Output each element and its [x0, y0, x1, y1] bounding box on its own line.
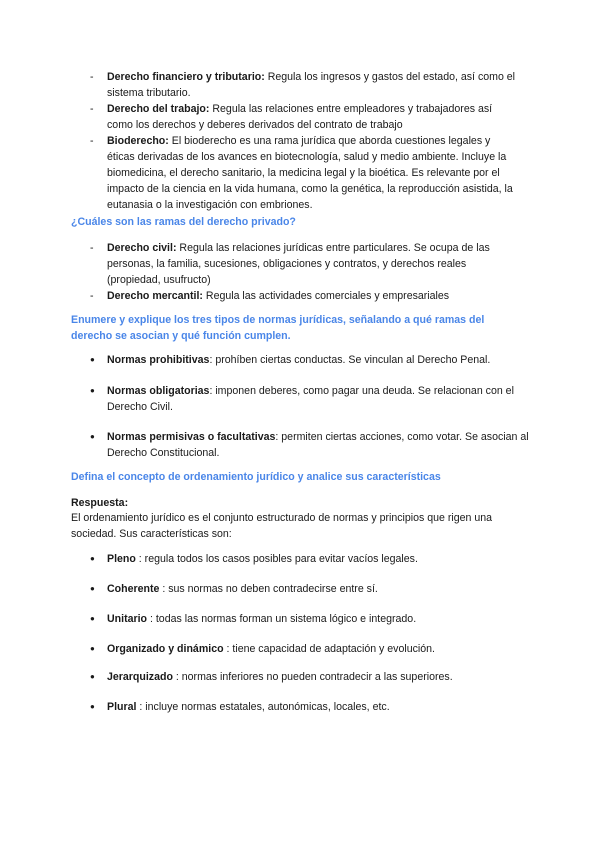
list-item: - Derecho del trabajo: Regula las relaciones entre empleadores y trabajadores así como los derechos y deberes derivados del contrato de trabajo: [90, 101, 520, 133]
list-item: ● Pleno : regula todos los casos posibles para evitar vacíos legales.: [90, 551, 547, 567]
answer-label: Respuesta:: [71, 497, 129, 509]
question-legal-order-heading: Defina el concepto de ordenamiento jurídico y analice sus características: [71, 471, 441, 483]
list-item: ● Coherente : sus normas no deben contradecirse entre sí.: [90, 581, 547, 597]
public-law-branches-list: [90, 69, 520, 213]
list-item: - Bioderecho: El bioderecho es una rama jurídica que aborda cuestiones legales y éticas derivadas de los avances en biotecnología, salud y medio ambiente. Incluye la biomedicina, el derecho sanitario, la medicina legal y la bioética. Es relevante por el impacto de la ciencia en la vida humana, como la genética, la reproducción asistida, la eutanasia o la investigación con embriones.: [90, 133, 520, 213]
private-law-branches-list: [90, 240, 520, 304]
list-item: - Derecho mercantil: Regula las actividades comerciales y empresariales: [90, 288, 520, 304]
answer-text: El ordenamiento jurídico es el conjunto estructurado de normas y principios que rigen una sociedad. Sus características son:: [71, 512, 493, 540]
list-item: ● Normas obligatorias: imponen deberes, como pagar una deuda. Se relacionan con el Derecho Civil.: [90, 383, 547, 415]
list-item: ● Jerarquizado : normas inferiores no pueden contradecir a las superiores.: [90, 669, 547, 685]
list-item: ● Unitario : todas las normas forman un sistema lógico e integrado.: [90, 611, 547, 627]
list-item: - Derecho civil: Regula las relaciones jurídicas entre particulares. Se ocupa de las personas, la familia, sucesiones, obligaciones y contratos, y derechos reales (propiedad, usufructo): [90, 240, 520, 288]
list-item: - Derecho financiero y tributario: Regula los ingresos y gastos del estado, así como el sistema tributario.: [90, 69, 520, 101]
list-item: ● Normas prohibitivas: prohíben ciertas conductas. Se vinculan al Derecho Penal.: [90, 352, 547, 368]
list-item: ● Organizado y dinámico : tiene capacidad de adaptación y evolución.: [90, 641, 547, 657]
list-item: ● Normas permisivas o facultativas: permiten ciertas acciones, como votar. Se asocian al Derecho Constitucional.: [90, 429, 547, 461]
question-norm-types-heading: Enumere y explique los tres tipos de normas jurídicas, señalando a qué ramas del derecho se asocian y qué función cumplen.: [71, 314, 485, 342]
question-private-law-heading: ¿Cuáles son las ramas del derecho privado?: [71, 216, 296, 228]
list-item: ● Plural : incluye normas estatales, autonómicas, locales, etc.: [90, 699, 547, 715]
